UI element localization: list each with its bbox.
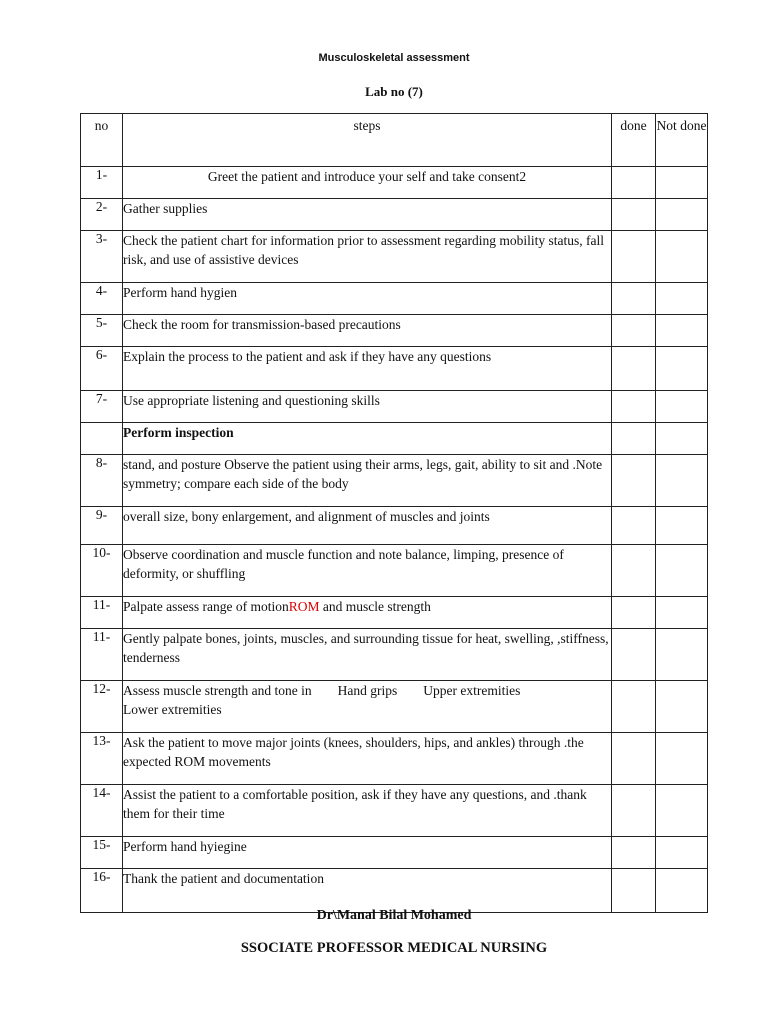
- rom-highlight: ROM: [288, 599, 320, 614]
- step-text: overall size, bony enlargement, and alignment of muscles and joints: [123, 507, 612, 545]
- step-text: Gather supplies: [123, 199, 612, 231]
- step-text: Perform hand hygien: [123, 283, 612, 315]
- step-text: Explain the process to the patient and ask if they have any questions: [123, 347, 612, 391]
- done-cell[interactable]: [612, 455, 656, 507]
- done-cell[interactable]: [612, 629, 656, 681]
- step-text: Check the room for transmission-based precautions: [123, 315, 612, 347]
- row-number: [81, 423, 123, 455]
- table-header-row: [81, 114, 708, 167]
- done-cell[interactable]: [612, 423, 656, 455]
- author-signature: Dr\Manal Bilal Mohamed: [316, 908, 472, 923]
- step-text: stand, and posture Observe the patient using their arms, legs, gait, ability to sit and .Note symmetry; compare each side of the body: [123, 455, 612, 507]
- upper-extremities-label: Upper extremities: [423, 683, 521, 698]
- step-text: Assist the patient to a comfortable position, ask if they have any questions, and .thank them for their time: [123, 785, 612, 837]
- done-cell[interactable]: [612, 681, 656, 733]
- done-cell[interactable]: [612, 391, 656, 423]
- step-text-part: and muscle strength: [319, 599, 431, 614]
- step-text: [123, 597, 612, 629]
- done-cell[interactable]: [612, 507, 656, 545]
- step-text: Gently palpate bones, joints, muscles, and surrounding tissue for heat, swelling, ,stiffness, tenderness: [123, 629, 612, 681]
- row-number: 6-: [81, 347, 123, 391]
- row-number: 12-: [81, 681, 123, 733]
- row-number: 8-: [81, 455, 123, 507]
- table-row: [81, 837, 708, 869]
- not-done-cell[interactable]: [656, 785, 708, 837]
- table-row: [81, 869, 708, 913]
- not-done-cell[interactable]: [656, 869, 708, 913]
- table-row: [81, 507, 708, 545]
- header-not-done: Not done: [656, 114, 708, 167]
- row-number: 15-: [81, 837, 123, 869]
- table-row: [81, 733, 708, 785]
- done-cell[interactable]: [612, 167, 656, 199]
- header-steps: steps: [123, 114, 612, 167]
- done-cell[interactable]: [612, 837, 656, 869]
- done-cell[interactable]: [612, 199, 656, 231]
- step-text: Check the patient chart for information prior to assessment regarding mobility status, fall risk, and use of assistive devices: [123, 231, 612, 283]
- step-text: Thank the patient and documentation: [123, 869, 612, 913]
- assessment-checklist-table: [80, 113, 708, 913]
- table-row: [81, 785, 708, 837]
- not-done-cell[interactable]: [656, 423, 708, 455]
- lab-number: Lab no (7): [365, 84, 423, 99]
- not-done-cell[interactable]: [656, 347, 708, 391]
- author-position: SSOCIATE PROFESSOR MEDICAL NURSING: [240, 940, 548, 956]
- step-text: Observe coordination and muscle function and note balance, limping, presence of deformity, or shuffling: [123, 545, 612, 597]
- not-done-cell[interactable]: [656, 507, 708, 545]
- not-done-cell[interactable]: [656, 837, 708, 869]
- section-heading: Perform inspection: [123, 423, 612, 455]
- row-number: 3-: [81, 231, 123, 283]
- table-row: [81, 315, 708, 347]
- not-done-cell[interactable]: [656, 315, 708, 347]
- row-number: 9-: [81, 507, 123, 545]
- not-done-cell[interactable]: [656, 545, 708, 597]
- table-row: [81, 681, 708, 733]
- header-done: done: [612, 114, 656, 167]
- header-no: no: [81, 114, 123, 167]
- row-number: 2-: [81, 199, 123, 231]
- done-cell[interactable]: [612, 733, 656, 785]
- not-done-cell[interactable]: [656, 629, 708, 681]
- done-cell[interactable]: [612, 283, 656, 315]
- not-done-cell[interactable]: [656, 167, 708, 199]
- table-row: [81, 199, 708, 231]
- row-number: 16-: [81, 869, 123, 913]
- not-done-cell[interactable]: [656, 455, 708, 507]
- row-number: 4-: [81, 283, 123, 315]
- done-cell[interactable]: [612, 869, 656, 913]
- table-row: [81, 545, 708, 597]
- row-number: 1-: [81, 167, 123, 199]
- table-row: [81, 455, 708, 507]
- step-text: [123, 681, 612, 733]
- not-done-cell[interactable]: [656, 199, 708, 231]
- step-text-part: Palpate assess range of motion: [123, 599, 289, 614]
- done-cell[interactable]: [612, 785, 656, 837]
- row-number: 11-: [81, 597, 123, 629]
- done-cell[interactable]: [612, 597, 656, 629]
- table-row: [81, 597, 708, 629]
- lower-extremities-label: Lower extremities: [123, 702, 222, 717]
- not-done-cell[interactable]: [656, 733, 708, 785]
- done-cell[interactable]: [612, 231, 656, 283]
- row-number: 14-: [81, 785, 123, 837]
- not-done-cell[interactable]: [656, 231, 708, 283]
- not-done-cell[interactable]: [656, 283, 708, 315]
- step-text: Greet the patient and introduce your self and take consent2: [123, 167, 612, 199]
- table-row: [81, 391, 708, 423]
- done-cell[interactable]: [612, 545, 656, 597]
- done-cell[interactable]: [612, 347, 656, 391]
- hand-grips-label: Hand grips: [337, 683, 398, 698]
- document-title: Musculoskeletal assessment: [318, 52, 470, 64]
- row-number: 5-: [81, 315, 123, 347]
- table-row: [81, 629, 708, 681]
- row-number: 13-: [81, 733, 123, 785]
- not-done-cell[interactable]: [656, 391, 708, 423]
- table-row: [81, 347, 708, 391]
- row-number: 7-: [81, 391, 123, 423]
- step-text: Use appropriate listening and questioning skills: [123, 391, 612, 423]
- step-text-part: Assess muscle strength and tone in: [123, 683, 312, 698]
- table-row: [81, 231, 708, 283]
- table-row: [81, 283, 708, 315]
- not-done-cell[interactable]: [656, 681, 708, 733]
- not-done-cell[interactable]: [656, 597, 708, 629]
- row-number: 11-: [81, 629, 123, 681]
- section-row: [81, 423, 708, 455]
- done-cell[interactable]: [612, 315, 656, 347]
- row-number: 10-: [81, 545, 123, 597]
- step-text: Perform hand hyiegine: [123, 837, 612, 869]
- table-row: [81, 167, 708, 199]
- step-text: Ask the patient to move major joints (knees, shoulders, hips, and ankles) through .the expected ROM movements: [123, 733, 612, 785]
